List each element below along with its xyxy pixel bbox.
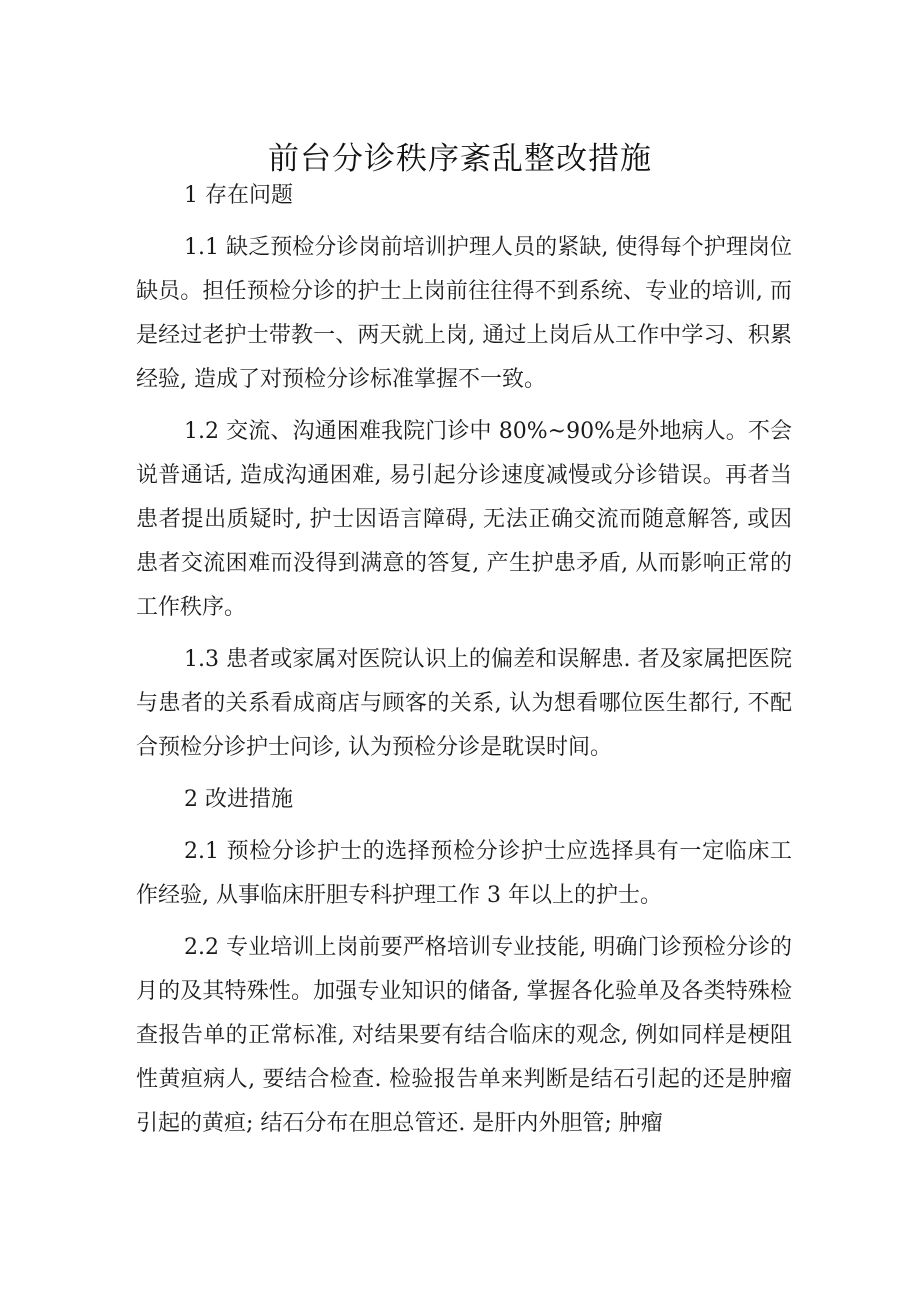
section-heading-problems: 1 存在问题 — [184, 183, 293, 208]
document-title: 前台分诊秩序紊乱整改措施 — [268, 140, 652, 177]
paragraph-1-1: 1.1 缺乏预检分诊岗前培训护理人员的紧缺, 使得每个护理岗位缺员。担任预检分诊的护士上岗前往往得不到系统、专业的培训, 而是经过老护士带教一、两天就上岗, 通过上岗后从工作中学习、积累经验, 造成了对预检分诊标准掌握不一致。 — [136, 235, 792, 392]
paragraph-1-2: 1.2 交流、沟通困难我院门诊中 80%~90%是外地病人。不会说普通话, 造成沟通困难, 易引起分诊速度减慢或分诊错误。再者当患者提出质疑时, 护士因语言障碍, 无法正确交流而随意解答, 或因患者交流困难而没得到满意的答复, 产生护患矛盾, 从而影响正常的工作秩序。 — [136, 419, 792, 620]
paragraph-2-1: 2.1 预检分诊护士的选择预检分诊护士应选择具有一定临床工作经验, 从事临床肝胆专科护理工作 3 年以上的护士。 — [136, 839, 792, 908]
paragraph-2-2: 2.2 专业培训上岗前要严格培训专业技能, 明确门诊预检分诊的月的及其特殊性。加强专业知识的储备, 掌握各化验单及各类特殊检查报告单的正常标准, 对结果要有结合临床的观念, 例如同样是梗阻性黄疸病人, 要结合检查. 检验报告单来判断是结石引起的还是肿瘤引起的黄疸; 结石分布在胆总管还. 是肝内外胆管; 肿瘤 — [136, 935, 792, 1136]
section-heading-measures: 2 改进措施 — [184, 787, 293, 812]
document-body — [136, 174, 792, 1154]
paragraph-1-3: 1.3 患者或家属对医院认识上的偏差和误解患. 者及家属把医院与患者的关系看成商店与顾客的关系, 认为想看哪位医生都行, 不配合预检分诊护士问诊, 认为预检分诊是耽误时间。 — [136, 647, 792, 760]
